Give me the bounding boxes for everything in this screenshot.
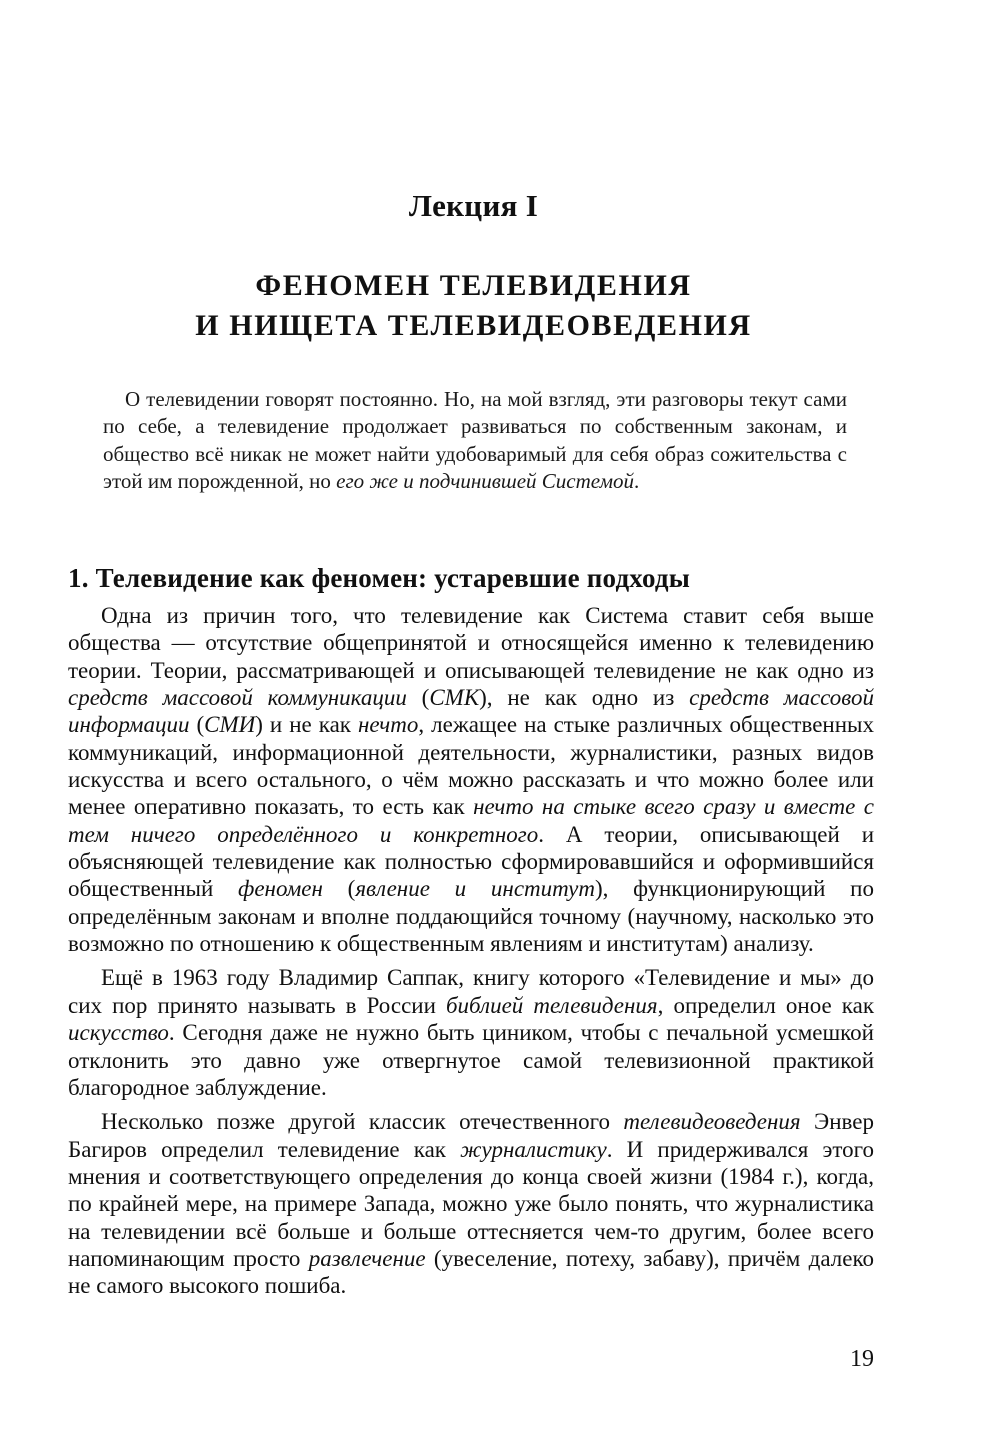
- text-run: (: [189, 712, 205, 738]
- italic-run: средств массовой информации: [68, 685, 874, 738]
- italic-run: нечто на стыке всего сразу и вместе с тем ничего определённого и конкретного: [68, 794, 875, 847]
- text-run: Ещё в 1963 году Владимир Саппак, книгу которого «Телевидение и мы» до сих пор принято называть в России: [68, 965, 874, 1018]
- text-run: ), не как одно из: [479, 685, 690, 711]
- italic-run: феномен: [238, 876, 323, 902]
- text-run: . И придерживался этого мнения и соответствующего определения до конца своей жизни (1984 г.), когда, по крайней мере, на примере Запада, можно уже было понять, что журналистика на телевидении всё больше и больше оттесняется чем-то другим, более всего напоминающим просто: [68, 1136, 874, 1271]
- text-run: (: [322, 876, 356, 902]
- italic-run: СМК: [429, 685, 480, 711]
- paragraph-3: [68, 1108, 874, 1299]
- text-run: , лежащее на стыке различных общественных коммуникаций, информационной деятельности, журналистики, разных видов искусства и всего остального, о чём можно рассказать и что можно более или менее оперативно показать, то есть как: [68, 712, 874, 820]
- italic-run: журналистику: [460, 1136, 607, 1162]
- italic-run: искусство: [68, 1020, 169, 1046]
- italic-run: явление и институт: [355, 876, 595, 902]
- chapter-title-line-2: И НИЩЕТА ТЕЛЕВИДЕОВЕДЕНИЯ: [195, 309, 752, 342]
- italic-run: развлечение: [308, 1245, 426, 1271]
- abstract-text: О телевидении говорят постоянно. Но, на мой взгляд, эти разговоры текут сами по себе, а телевидение продолжает развиваться по собственным законам, и общество всё никак не может найти удобоваримый для себя образ сожительства с этой им порожденной, но: [103, 387, 847, 494]
- chapter-title: [0, 266, 947, 346]
- text-run: . Сегодня даже не нужно быть циником, чтобы с печальной усмешкой отклонить это давно уже отвергнутое самой телевизионной практикой благородное заблуждение.: [68, 1020, 874, 1100]
- italic-run: средств массовой коммуникации: [68, 685, 407, 711]
- page-number: 19: [850, 1346, 874, 1372]
- abstract-italic: его же и подчинившей Системой: [336, 469, 634, 494]
- lecture-label: Лекция I: [408, 188, 539, 223]
- abstract-end: .: [633, 469, 640, 494]
- italic-run: нечто: [357, 712, 419, 738]
- text-run: ), функционирующий по определённым законам и вполне поддающийся точному (научному, насколько это возможно по отношению к общественным явлениям и институтам) анализу.: [68, 876, 874, 957]
- chapter-title-line-1: ФЕНОМЕН ТЕЛЕВИДЕНИЯ: [255, 269, 692, 302]
- text-run: Энвер Багиров определил телевидение как: [68, 1109, 874, 1162]
- text-run: ) и не как: [255, 712, 358, 738]
- text-run: Несколько позже другой классик отечественного: [101, 1109, 624, 1135]
- italic-run: телевидеоведения: [623, 1109, 801, 1135]
- italic-run: библией телевидения: [445, 992, 658, 1018]
- text-run: Одна из причин того, что телевидение как Система ставит себя выше общества — отсутствие общепринятой и относящейся именно к телевидению теории. Теории, рассматривающей и описывающей телевидение не как одно из: [68, 603, 874, 683]
- text-run: (: [406, 685, 430, 711]
- italic-run: СМИ: [204, 712, 256, 738]
- chapter-abstract: [103, 386, 847, 496]
- section-heading: 1. Телевидение как феномен: устаревшие подходы: [68, 563, 691, 593]
- paragraph-2: [68, 964, 874, 1101]
- text-run: . А теории, описывающей и объясняющей телевидение как полностью сформировавшийся и оформившийся общественный: [68, 821, 874, 902]
- text-run: , определил оное как: [657, 992, 874, 1018]
- text-run: (увеселение, потеху, забаву), причём далеко не самого высокого пошиба.: [68, 1245, 874, 1299]
- paragraph-1: [68, 602, 874, 957]
- body-text: [68, 602, 874, 1307]
